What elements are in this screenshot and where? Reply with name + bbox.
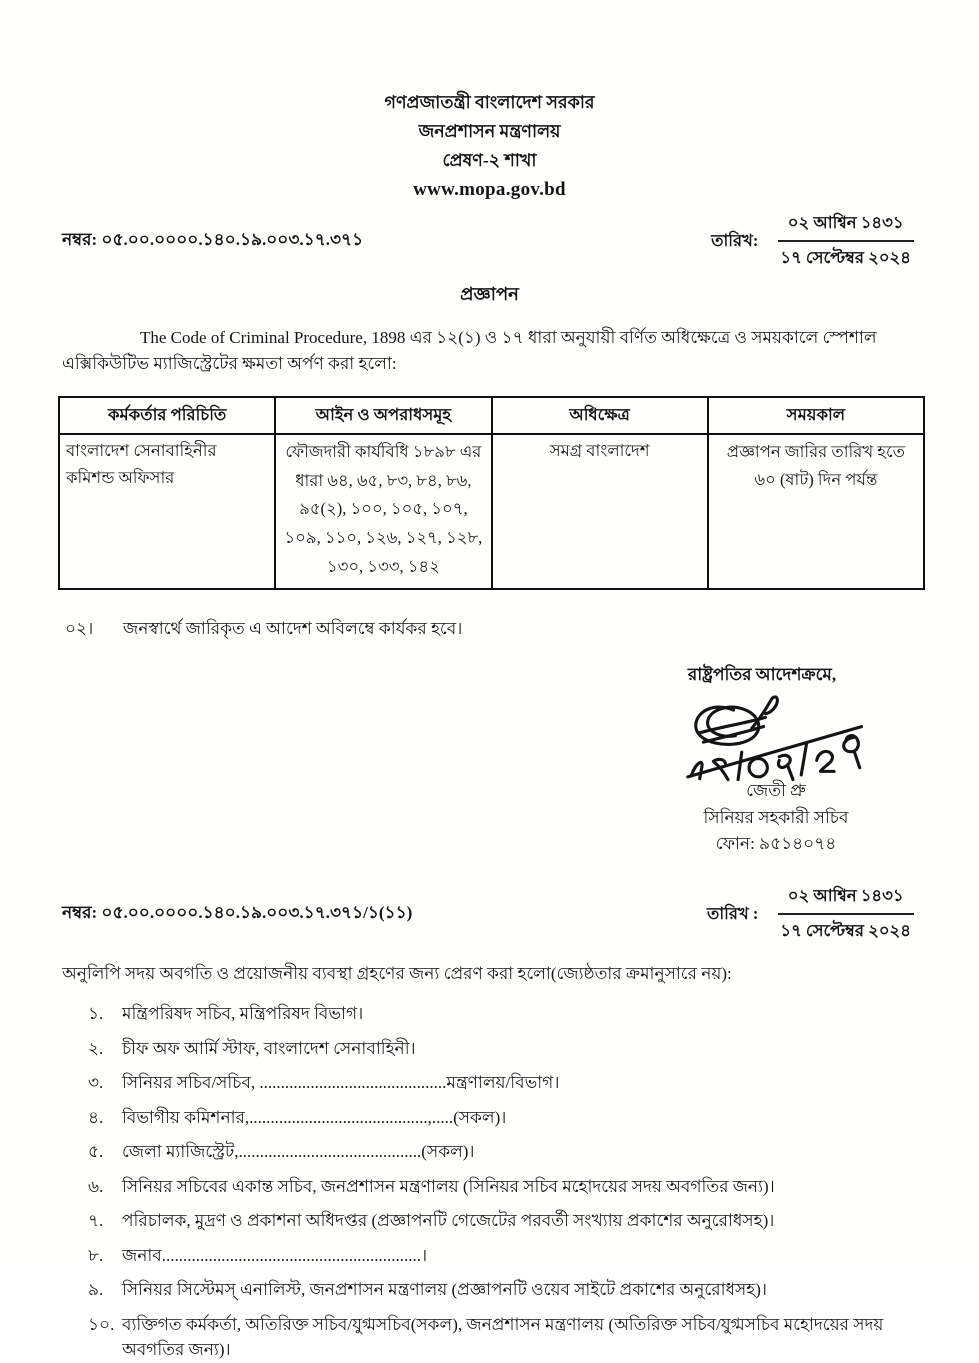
list-item bbox=[88, 1139, 927, 1165]
notification-title: প্রজ্ঞাপন bbox=[460, 284, 519, 304]
signatory-designation: সিনিয়র সহকারী সচিব bbox=[703, 807, 849, 827]
list-item-number: ৬. bbox=[88, 1176, 104, 1196]
notification-body: The Code of Criminal Procedure, 1898 এর ১২(১) ও ১৭ ধারা অনুযায়ী বর্ণিত অধিক্ষেত্রে ও সময়কালে স্পেশাল এক্সিকিউটিভ ম্যাজিস্ট্রেটের ক্ষমতা অর্পণ করা হলো: bbox=[62, 328, 877, 374]
government-name: গণপ্রজাতন্ত্রী বাংলাদেশ সরকার bbox=[384, 92, 595, 112]
signatory-phone: ফোন: ৯৫১৪০৭৪ bbox=[715, 834, 837, 854]
list-item-text: ব্যক্তিগত কর্মকর্তা, অতিরিক্ত সচিব/যুগ্মসচিব(সকল), জনপ্রশাসন মন্ত্রণালয় (অতিরিক্ত সচিব/যুগ্মসচিব মহোদয়ের সদয় অবগতির জন্য)। bbox=[122, 1314, 884, 1360]
cell-period: প্রজ্ঞাপন জারির তারিখ হতে ৬০ (ষাট) দিন পর্যন্ত bbox=[708, 434, 924, 589]
list-item-text: চীফ অফ আর্মি স্টাফ, বাংলাদেশ সেনাবাহিনী। bbox=[122, 1038, 416, 1058]
signature-image bbox=[631, 690, 921, 786]
list-item-number: ৭. bbox=[88, 1211, 104, 1231]
list-item bbox=[88, 1036, 927, 1062]
list-item-text: পরিচালক, মুদ্রণ ও প্রকাশনা অধিদপ্তর (প্রজ্ঞাপনটি গেজেটের পরবর্তী সংখ্যায় প্রকাশের অনুরোধসহ)। bbox=[122, 1211, 775, 1231]
list-item-number: ৮. bbox=[88, 1245, 104, 1265]
memo-number-2: নম্বর: ০৫.০০.০০০০.১৪০.১৯.০০৩.১৭.৩৭১/১(১১) bbox=[62, 903, 413, 923]
list-item-number: ৫. bbox=[88, 1142, 104, 1162]
col-header-area: অধিক্ষেত্র bbox=[492, 397, 708, 434]
date-fraction-1 bbox=[770, 210, 921, 272]
cell-area: সমগ্র বাংলাদেশ bbox=[492, 434, 708, 589]
website-text: www.mopa.gov.bd bbox=[413, 179, 566, 200]
signature-block bbox=[631, 662, 921, 857]
list-item-number: ৯. bbox=[88, 1280, 104, 1300]
signatory-name: জেতী প্রু bbox=[746, 781, 806, 801]
by-order-text: রাষ্ট্রপতির আদেশক্রমে, bbox=[687, 665, 837, 685]
memo-ref-row-1 bbox=[62, 210, 921, 272]
memo-ref-row-2 bbox=[62, 883, 921, 945]
list-item bbox=[88, 1208, 927, 1234]
date-block-1 bbox=[711, 210, 921, 272]
date-gregorian-2: ১৭ সেপ্টেম্বর ২০২৪ bbox=[780, 921, 911, 941]
date-bangla-1: ০২ আশ্বিন ১৪৩১ bbox=[778, 210, 914, 242]
clause-02-text: জনস্বার্থে জারিকৃত এ আদেশ অবিলম্বে কার্যকর হবে। bbox=[123, 619, 463, 639]
date-bangla-2: ০২ আশ্বিন ১৪৩১ bbox=[778, 883, 914, 915]
list-item bbox=[88, 1243, 927, 1269]
col-header-period: সময়কাল bbox=[708, 397, 924, 434]
list-item-number: ২. bbox=[88, 1038, 104, 1058]
list-item-text: মন্ত্রিপরিষদ সচিব, মন্ত্রিপরিষদ বিভাগ। bbox=[122, 1004, 364, 1024]
list-item bbox=[88, 1277, 927, 1303]
list-item-text: সিনিয়র সচিব/সচিব, ............................................মন্ত্রণালয়/বিভাগ। bbox=[122, 1073, 560, 1093]
table-header-row bbox=[59, 397, 924, 434]
list-item bbox=[88, 1174, 927, 1200]
list-item bbox=[88, 1070, 927, 1096]
list-item bbox=[88, 1105, 927, 1131]
list-item-number: ১. bbox=[88, 1004, 104, 1024]
list-item-text: সিনিয়র সিস্টেমস্ এনালিস্ট, জনপ্রশাসন মন্ত্রণালয় (প্রজ্ঞাপনটি ওয়েব সাইটে প্রকাশের অনুরোধসহ)। bbox=[122, 1280, 767, 1300]
col-header-law: আইন ও অপরাধসমূহ bbox=[275, 397, 491, 434]
cell-officer: বাংলাদেশ সেনাবাহিনীর কমিশন্ড অফিসার bbox=[59, 434, 275, 589]
distribution-list bbox=[88, 1001, 927, 1363]
clause-02 bbox=[65, 616, 927, 644]
date-block-2 bbox=[707, 883, 921, 945]
list-item-number: ১০. bbox=[88, 1314, 115, 1334]
list-item-text: জনাব.............................................................। bbox=[122, 1245, 428, 1265]
date-label-2: তারিখ : bbox=[706, 903, 759, 923]
distribution-intro: অনুলিপি সদয় অবগতি ও প্রয়োজনীয় ব্যবস্থা গ্রহণের জন্য প্রেরণ করা হলো(জ্যেষ্ঠতার ক্রমানুসারে নয়): bbox=[62, 964, 732, 984]
jurisdiction-table bbox=[58, 396, 925, 590]
list-item-text: বিভাগীয় কমিশনার,..........................................,.....(সকল)। bbox=[122, 1107, 507, 1127]
date-gregorian-1: ১৭ সেপ্টেম্বর ২০২৪ bbox=[780, 248, 911, 267]
memo-number-1: নম্বর: ০৫.০০.০০০০.১৪০.১৯.০০৩.১৭.৩৭১ bbox=[62, 230, 364, 249]
list-item-text: জেলা ম্যাজিস্ট্রেট,...........................................(সকল)। bbox=[122, 1142, 475, 1162]
ministry-name: জনপ্রশাসন মন্ত্রণালয় bbox=[418, 121, 561, 141]
table-row bbox=[59, 434, 924, 589]
list-item-text: সিনিয়র সচিবের একান্ত সচিব, জনপ্রশাসন মন্ত্রণালয় (সিনিয়র সচিব মহোদয়ের সদয় অবগতির জন্য)। bbox=[122, 1176, 775, 1196]
cell-law: ফৌজদারী কার্যবিধি ১৮৯৮ এর ধারা ৬৪, ৬৫, ৮৩, ৮৪, ৮৬, ৯৫(২), ১০০, ১০৫, ১০৭, ১০৯, ১১০, ১২৬, ১২৭, ১২৮, ১৩০, ১৩৩, ১৪২ bbox=[275, 434, 491, 589]
col-header-officer: কর্মকর্তার পরিচিতি bbox=[59, 397, 275, 434]
list-item bbox=[88, 1001, 927, 1027]
list-item-number: ৪. bbox=[88, 1107, 104, 1127]
date-label-1: তারিখ: bbox=[711, 230, 759, 250]
list-item bbox=[88, 1312, 927, 1363]
section-name: প্রেষণ-২ শাখা bbox=[442, 150, 537, 170]
clause-02-number: ০২। bbox=[65, 619, 94, 639]
list-item-number: ৩. bbox=[88, 1073, 104, 1093]
date-fraction-2 bbox=[770, 883, 921, 945]
letterhead bbox=[0, 0, 979, 204]
